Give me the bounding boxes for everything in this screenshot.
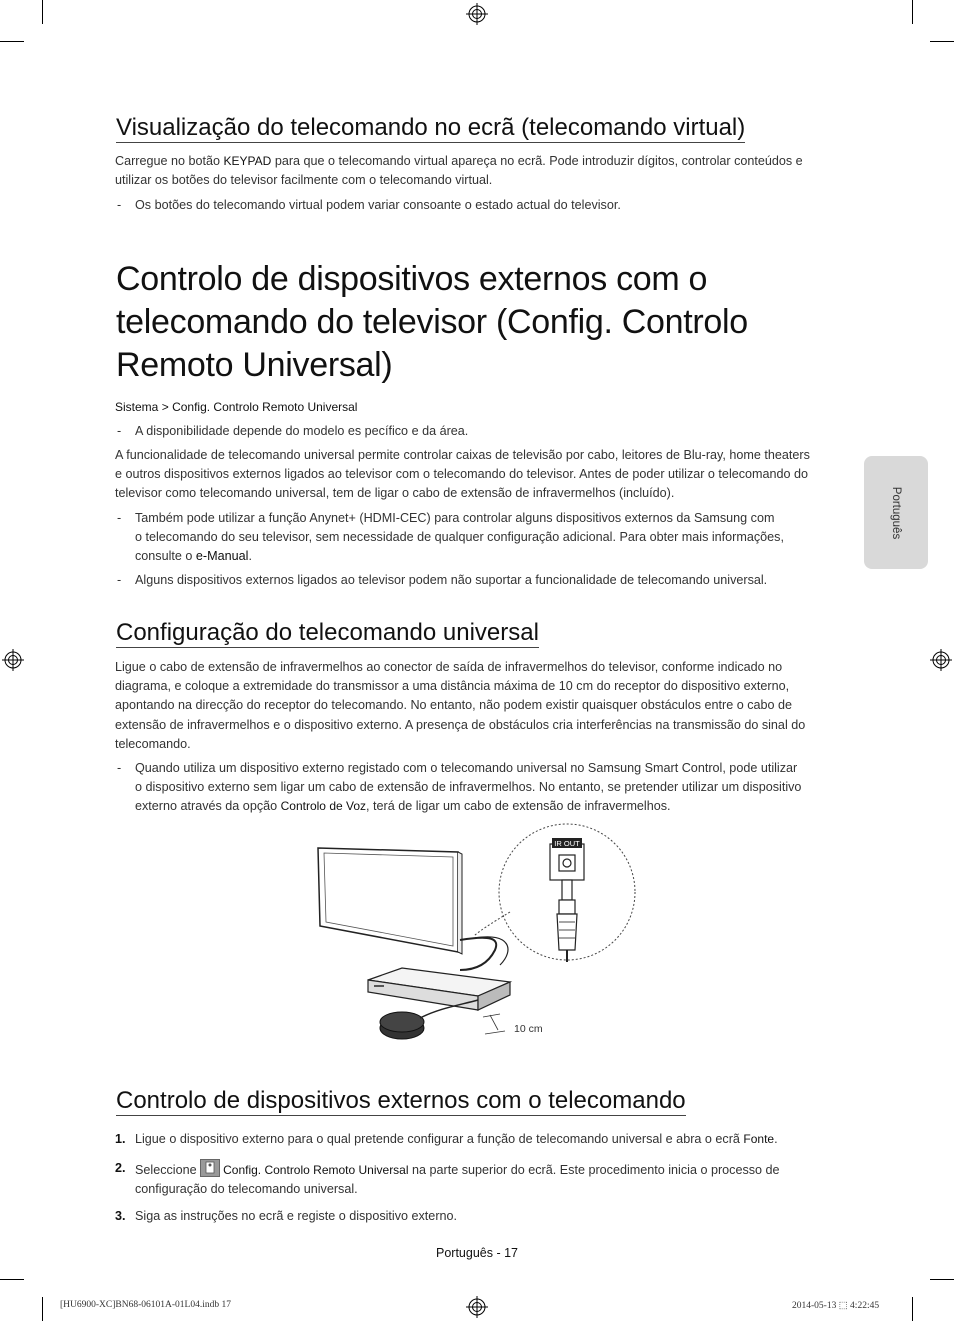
para-line: apontando na direcção do receptor do telecomando. No entanto, não podem existir quaisquer obstáculos entre o cabo de (115, 698, 793, 713)
para-text: para que o telecomando virtual apareça no ecrã. Pode introduzir dígitos, controlar conteúdos e (271, 154, 803, 168)
para-line: Ligue o cabo de extensão de infravermelhos ao conector de saída de infravermelhos do televisor, conforme indicado no (115, 660, 783, 674)
footer-file-info: [HU6900-XC]BN68-06101A-01L04.indb 17 (60, 1300, 231, 1310)
virtual-remote-paragraph (115, 152, 831, 190)
smart-control-note: - Quando utiliza um dispositivo externo registado com o telecomando universal no Samsung Smart Control, pode utilizar o dispositivo externo sem ligar um cabo de extensão de infravermelhos. No entanto, se pretender utilizar um dispositivo externo através da opção Controlo de Voz, terá de ligar um cabo de extensão de infravermelhos. (115, 759, 831, 817)
crop-mark (912, 1297, 913, 1321)
availability-note: - A disponibilidade depende do modelo es pecífico e da área. (117, 424, 469, 438)
crop-mark (0, 41, 24, 42)
title-line: Controlo de dispositivos externos com o (116, 260, 708, 298)
note-text: Os botões do telecomando virtual podem variar consoante o estado actual do televisor. (135, 198, 621, 212)
section-heading-control-devices (116, 1087, 686, 1116)
note-text: consulte o (135, 549, 196, 564)
title-line: telecomando do televisor (Config. Controlo (116, 303, 748, 341)
page-title (116, 258, 836, 387)
section-heading-configuration (116, 619, 539, 648)
section-heading-virtual-remote (116, 114, 745, 143)
heading-text: Visualização do telecomando no ecrã (telecomando virtual) (116, 114, 746, 141)
step-number: 1. (115, 1132, 126, 1146)
note-text: A disponibilidade depende do modelo es pecífico e da área. (135, 424, 469, 438)
virtual-remote-note: - Os botões do telecomando virtual podem variar consoante o estado actual do televisor. (117, 198, 621, 212)
source-keyword: Fonte (743, 1132, 775, 1146)
note-line: Também pode utilizar a função Anynet+ (HDMI-CEC) para controlar alguns dispositivos externos da Samsung com (135, 511, 775, 525)
step-3 (115, 1207, 831, 1226)
universal-remote-paragraph (115, 446, 831, 504)
step-text: configuração do telecomando universal. (135, 1182, 358, 1197)
para-text: Carregue no botão (115, 154, 224, 168)
external-device-illustration (368, 968, 510, 1010)
note-text: externo através da opção (135, 799, 281, 814)
note-line: Quando utiliza um dispositivo externo registado com o telecomando universal no Samsung Smart Control, pode utilizar (135, 761, 798, 775)
anynet-note: - Também pode utilizar a função Anynet+ (HDMI-CEC) para controlar alguns dispositivos externos da Samsung com o telecomando do seu televisor, sem necessidade de qualquer configuração adicional. Para obter mais informações, consulte o e-Manual. (115, 509, 831, 567)
ir-out-label: IR OUT (554, 839, 580, 848)
compatibility-note: - Alguns dispositivos externos ligados ao televisor podem não suportar a funcionalidade de telecomando universal. (117, 573, 768, 587)
configuration-paragraph (115, 658, 831, 754)
distance-label: 10 cm (514, 1023, 543, 1035)
step-text: Siga as instruções no ecrã e registe o dispositivo externo. (135, 1209, 458, 1223)
title-line: Remoto Universal) (116, 346, 393, 384)
crop-mark (930, 41, 954, 42)
step-text: . (774, 1132, 778, 1146)
menu-path-separator: > (161, 400, 169, 414)
language-tab (864, 456, 928, 569)
footer-timestamp: 2014-05-13 ⬚ 4:22:45 (792, 1301, 880, 1311)
para-line: telecomando. (115, 736, 191, 751)
step-text: Seleccione (135, 1163, 201, 1177)
language-tab-label: Português (890, 486, 902, 539)
step-number: 2. (115, 1161, 126, 1175)
registration-mark-icon (466, 3, 488, 25)
para-line: televisor como telecomando universal, tem de ligar o cabo de extensão de infravermelhos (incluído). (115, 486, 675, 501)
heading-text: Controlo de dispositivos externos com o telecomando (116, 1087, 686, 1114)
step-2 (115, 1159, 831, 1199)
step-text: Ligue o dispositivo externo para o qual pretende configurar a função de telecomando universal e abra o ecrã (135, 1132, 744, 1146)
registration-mark-icon (466, 1296, 488, 1318)
voice-control-keyword: Controlo de Voz (280, 799, 367, 814)
crop-mark (0, 1279, 24, 1280)
note-line: o dispositivo externo sem ligar um cabo de extensão de infravermelhos. No entanto, se pretender utilizar um dispositivo (135, 780, 802, 795)
ir-extender-diagram (300, 820, 650, 1050)
crop-mark (912, 0, 913, 24)
heading-text: Configuração do telecomando universal (116, 619, 539, 646)
note-text: Alguns dispositivos externos ligados ao televisor podem não suportar a funcionalidade de telecomando universal. (135, 573, 768, 587)
menu-path (115, 398, 831, 417)
registration-mark-icon (2, 649, 24, 671)
crop-mark (930, 1279, 954, 1280)
menu-path-config: Config. Controlo Remoto Universal (172, 400, 358, 414)
keypad-keyword: KEYPAD (223, 154, 272, 168)
para-text: utilizar os botões do televisor facilmente com o telecomando virtual. (115, 173, 493, 188)
crop-mark (42, 1297, 43, 1321)
note-text: . (248, 549, 252, 564)
step-text: na parte superior do ecrã. Este procedimento inicia o processo de (408, 1163, 780, 1177)
step-1 (115, 1130, 831, 1149)
setup-keyword: Config. Controlo Remoto Universal (223, 1163, 409, 1177)
para-line: A funcionalidade de telecomando universal permite controlar caixas de televisão por cabo, leitores de Blu-ray, home theaters (115, 448, 810, 462)
para-line: extensão de infravermelhos e o dispositivo externo. A presença de obstáculos cria interferências na transmissão do sinal do (115, 717, 806, 732)
registration-mark-icon (930, 649, 952, 671)
step-number: 3. (115, 1209, 126, 1223)
page-number: Português - 17 (436, 1246, 518, 1260)
universal-remote-setup-icon (200, 1159, 220, 1177)
note-line: o telecomando do seu televisor, sem necessidade de qualquer configuração adicional. Para obter mais informações, (135, 530, 784, 545)
menu-path-sistema: Sistema (115, 400, 159, 414)
note-text: , terá de ligar um cabo de extensão de infravermelhos. (366, 799, 671, 814)
crop-mark (42, 0, 43, 24)
para-line: e outros dispositivos externos ligados ao televisor com o telecomando do televisor. Antes de poder utilizar o telecomando do (115, 467, 809, 482)
para-line: diagrama, e coloque a extremidade do transmissor a uma distância máxima de 10 cm do receptor do dispositivo externo, (115, 679, 790, 694)
tv-illustration (318, 848, 462, 954)
emanual-keyword: e-Manual (195, 549, 249, 564)
